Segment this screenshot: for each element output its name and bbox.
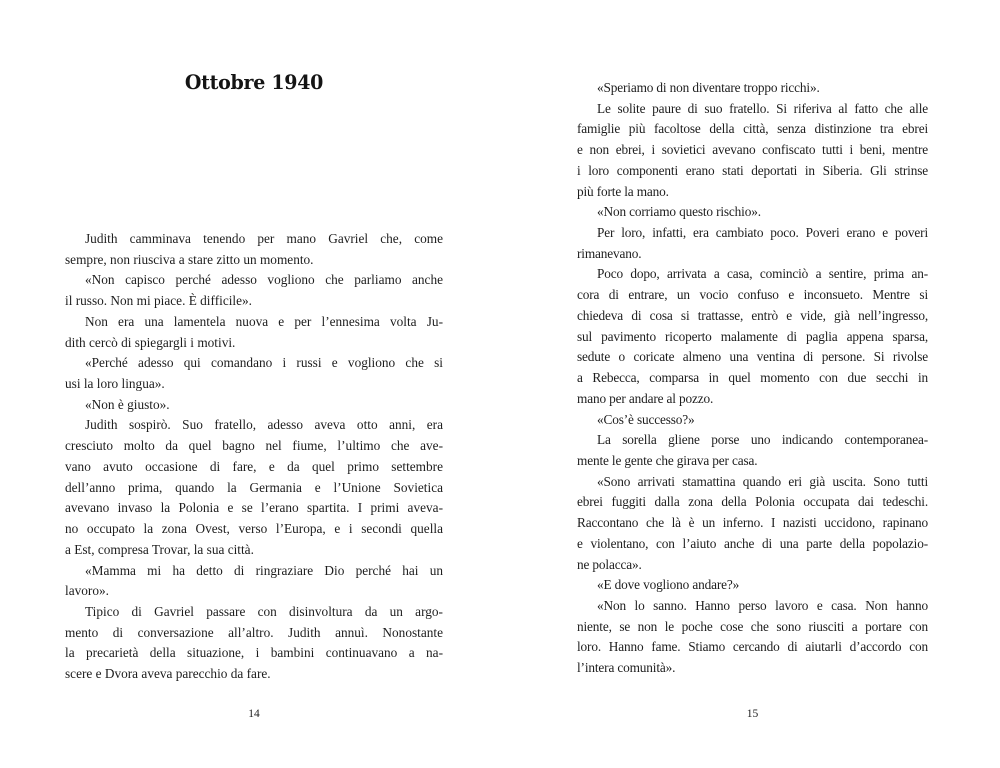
text-line: i loro componenti erano stati deportati in Siberia. Gli strinse [577,162,928,178]
text-line: «Non capisco perché adesso vogliono che parliamo anche [85,272,443,288]
text-line: a Rebecca, comparsa in quel momento con due secchi in [577,370,928,386]
text-line: «Sono arrivati stamattina quando eri già uscita. Sono tutti [597,473,928,489]
text-line: mento di conversazione all’altro. Judith annuì. Nonostante [65,624,443,640]
text-line: rimanevano. [577,245,642,261]
page-right-text [577,78,928,679]
page-number-right: 15 [746,708,759,720]
text-line: Poco dopo, arrivata a casa, cominciò a sentire, prima an- [597,266,928,282]
text-line: l’intera comunità». [577,660,676,676]
text-line: Raccontano che là è un inferno. I nazisti uccidono, rapinano [577,515,928,531]
text-line: il russo. Non mi piace. È difficile». [65,293,252,309]
text-line: «Non corriamo questo rischio». [597,204,761,220]
text-line: Non era una lamentela nuova e per l’ennesima volta Ju- [85,313,443,329]
text-line: chiedeva di cosa si trattasse, entrò e vide, già nell’ingresso, [577,307,928,323]
text-line: cora di entrare, un vocio confuso e inconsueto. Mentre si [577,287,928,303]
text-line: niente, se non le poche cose che sono riusciti a portare con [577,618,928,634]
text-line: Le solite paure di suo fratello. Si riferiva al fatto che alle [597,100,928,116]
text-line: usi la loro lingua». [65,376,165,392]
text-line: «Non è giusto». [85,396,170,412]
text-line: Per loro, infatti, era cambiato poco. Poveri erano e poveri [597,225,928,241]
text-line: vano avuto occasione di fare, e da quel primo settembre [65,458,443,474]
text-line: Tipico di Gavriel passare con disinvoltura da un argo- [85,603,443,619]
text-line: e violentano, con l’aiuto anche di una parte della popolazio- [577,535,928,551]
text-line: sempre, non riusciva a stare zitto un momento. [65,251,314,267]
text-line: loro. Hanno fame. Stiamo cercando di aiutarli d’accordo con [577,639,928,655]
text-line: la precarietà della situazione, i bambini continuavano a na- [65,645,443,661]
text-line: «Cos’è successo?» [597,411,695,427]
text-line: avevano invaso la Polonia e se l’erano spartita. I primi aveva- [65,500,443,516]
text-line: scere e Dvora aveva parecchio da fare. [65,666,271,682]
text-line: «Perché adesso qui comandano i russi e vogliono che si [85,355,443,371]
text-line: a Est, compresa Trovar, la sua città. [65,541,254,557]
text-line: cresciuto molto da quel bagno nel fiume, l’ultimo che ave- [65,438,443,454]
page-left-text [65,229,443,685]
page-number-left: 14 [248,708,260,720]
text-line: sul pavimento ricoperto malamente di paglia appena sparsa, [577,328,928,344]
text-line: «Mamma mi ha detto di ringraziare Dio perché hai un [85,562,443,578]
text-line: Judith camminava tenendo per mano Gavriel che, come [85,231,443,246]
text-line: sedute o coricate almeno una ventina di persone. Si rivolse [577,349,928,365]
text-line: famiglie più facoltose della città, senza distinzione tra ebrei [577,121,928,137]
page-right[interactable] [500,0,1000,768]
text-line: mente le gente che girava per casa. [577,452,758,468]
text-line: La sorella gliene porse uno indicando contemporanea- [597,432,928,448]
text-line: più forte la mano. [577,183,669,199]
text-line: «Speriamo di non diventare troppo ricchi». [597,80,820,95]
text-line: «Non lo sanno. Hanno perso lavoro e casa. Non hanno [597,597,928,613]
text-line: ne polacca». [577,556,642,572]
text-line: Judith sospirò. Suo fratello, adesso aveva otto anni, era [85,417,443,433]
text-line: no occupato la zona Ovest, verso l’Europa, e i secondi quella [65,521,443,537]
text-line: lavoro». [65,583,109,599]
text-line: «E dove vogliono andare?» [597,577,740,593]
text-line: e non ebrei, i sovietici avevano confiscato tutti i beni, mentre [577,142,928,158]
text-line: mano per andare al pozzo. [577,390,714,406]
text-line: dith cercò di spiegargli i motivi. [65,334,236,350]
chapter-heading: Ottobre 1940 [184,70,324,94]
text-line: dell’anno prima, quando la Germania e l’Unione Sovietica [65,479,443,495]
text-line: ebrei fuggiti dalla zona della Polonia occupata dai tedeschi. [577,494,928,510]
